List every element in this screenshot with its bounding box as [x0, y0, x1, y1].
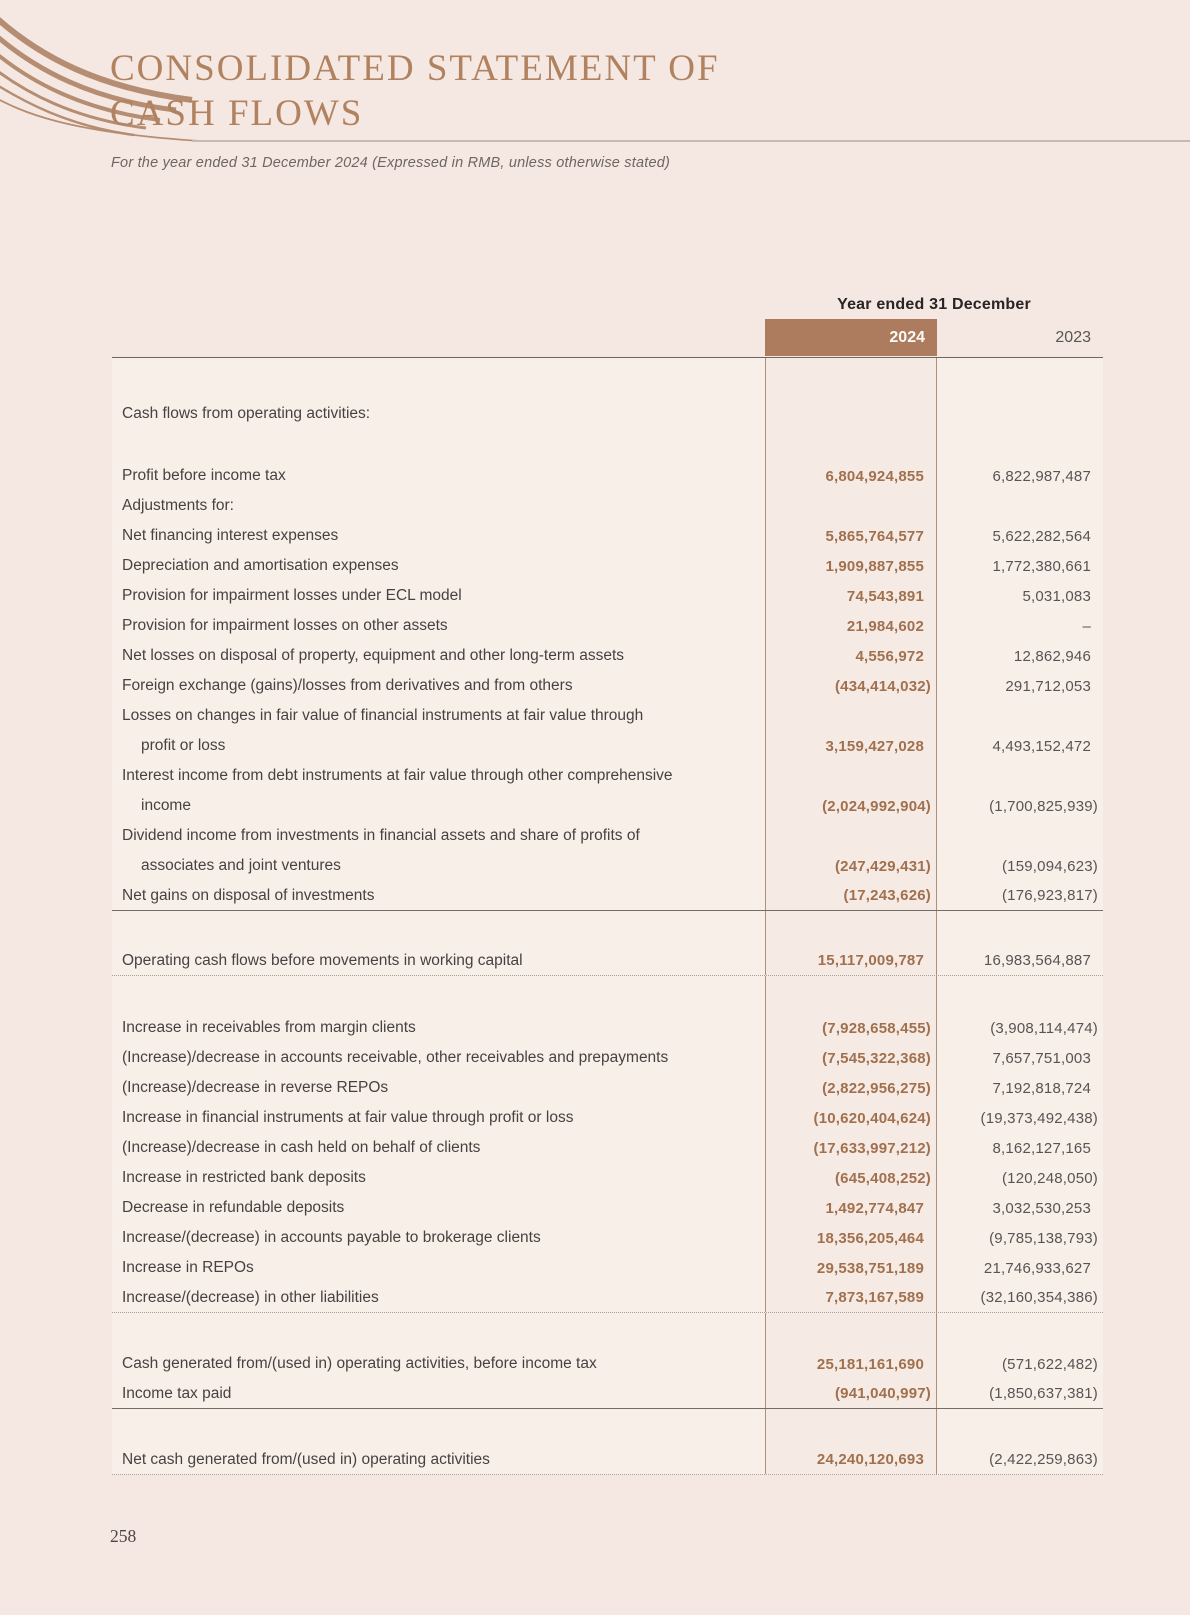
- amount-text: (7,928,658,455): [822, 1019, 931, 1037]
- amount-text: 7,657,751,003: [992, 1049, 1091, 1067]
- amount-text: 12,862,946: [1013, 647, 1091, 665]
- row-value-2023: [937, 791, 1103, 821]
- row-value-2023: [937, 881, 1103, 910]
- amount-text: (120,248,050): [1001, 1169, 1098, 1187]
- row-value-2023: [937, 1133, 1103, 1163]
- row-value-2024: [765, 1193, 937, 1223]
- row-label: Decrease in refundable deposits: [122, 1199, 345, 1216]
- table-row: [112, 399, 1103, 429]
- row-value-2024: [765, 1133, 937, 1163]
- row-label: Increase/(decrease) in accounts payable to brokerage clients: [122, 1229, 541, 1246]
- row-value-2023: [937, 1013, 1103, 1043]
- row-label: (Increase)/decrease in cash held on behalf of clients: [122, 1139, 481, 1156]
- row-value-2023: [937, 581, 1103, 611]
- amount-text: 1,492,774,847: [825, 1199, 924, 1217]
- row-value-2024: [765, 1223, 937, 1253]
- amount-text: 291,712,053: [1005, 677, 1091, 695]
- row-label: profit or loss: [141, 737, 226, 754]
- row-value-2023: [937, 611, 1103, 641]
- row-value-2023: [937, 399, 1103, 429]
- row-value-2024: [765, 358, 937, 399]
- table-spacer-row: [112, 911, 1103, 946]
- row-label: Adjustments for:: [122, 497, 234, 514]
- row-label: Dividend income from investments in financial assets and share of profits of: [122, 827, 640, 844]
- row-value-2023: [937, 551, 1103, 581]
- row-value-2023: [937, 491, 1103, 521]
- table-row: [112, 1445, 1103, 1475]
- row-value-2023: [937, 1283, 1103, 1312]
- row-value-2023: [937, 976, 1103, 1013]
- table-row: [112, 1013, 1103, 1043]
- table-row: [112, 821, 1103, 851]
- amount-text: (2,024,992,904): [822, 797, 931, 815]
- table-spacer-row: [112, 1409, 1103, 1445]
- period-header: Year ended 31 December: [837, 296, 1031, 313]
- row-value-2024: [765, 791, 937, 821]
- row-value-2024: [765, 1253, 937, 1283]
- row-label: Foreign exchange (gains)/losses from derivatives and from others: [122, 677, 573, 694]
- table-row: [112, 671, 1103, 701]
- amount-text: 5,865,764,577: [825, 527, 924, 545]
- table-spacer-row: [112, 429, 1103, 461]
- amount-text: 3,032,530,253: [992, 1199, 1091, 1217]
- row-label: Losses on changes in fair value of financial instruments at fair value through: [122, 707, 644, 724]
- table-row: [112, 551, 1103, 581]
- row-value-2023: [937, 761, 1103, 791]
- row-label: Increase in receivables from margin clients: [122, 1019, 416, 1036]
- table-row: [112, 851, 1103, 881]
- row-label: Net losses on disposal of property, equipment and other long-term assets: [122, 647, 625, 664]
- row-value-2023: [937, 1445, 1103, 1474]
- table-spacer-row: [112, 976, 1103, 1013]
- row-value-2024: [765, 851, 937, 881]
- amount-text: (2,822,956,275): [822, 1079, 931, 1097]
- amount-text: 25,181,161,690: [816, 1355, 924, 1373]
- row-value-2024: [765, 641, 937, 671]
- row-value-2024: [765, 521, 937, 551]
- amount-text: 24,240,120,693: [816, 1451, 924, 1468]
- row-value-2023: [937, 641, 1103, 671]
- page-title: [110, 46, 720, 136]
- row-value-2023: [937, 946, 1103, 975]
- table-row: [112, 581, 1103, 611]
- table-row: [112, 521, 1103, 551]
- table-row: [112, 1073, 1103, 1103]
- title-line-1: CONSOLIDATED STATEMENT OF: [110, 48, 720, 89]
- table-row: [112, 1253, 1103, 1283]
- row-value-2023: [937, 429, 1103, 461]
- amount-text: (941,040,997): [834, 1385, 931, 1402]
- row-label: income: [141, 797, 191, 814]
- amount-text: 3,159,427,028: [825, 737, 924, 755]
- amount-text: (3,908,114,474): [990, 1019, 1098, 1037]
- table-row: [112, 791, 1103, 821]
- amount-text: 1,772,380,661: [992, 557, 1091, 575]
- table-row: [112, 761, 1103, 791]
- column-header-spacer: [112, 319, 765, 357]
- row-label: Increase/(decrease) in other liabilities: [122, 1288, 379, 1306]
- row-label: Income tax paid: [122, 1384, 232, 1402]
- row-label: [112, 429, 765, 461]
- row-label: [112, 358, 765, 399]
- amount-text: 15,117,009,787: [817, 952, 924, 969]
- amount-text: (434,414,032): [834, 677, 931, 695]
- table-row: [112, 611, 1103, 641]
- row-label: Interest income from debt instruments at fair value through other comprehensive: [122, 767, 673, 784]
- column-header-row: [112, 319, 1103, 357]
- title-line-2: CASH FLOWS: [110, 93, 364, 134]
- row-value-2024: [765, 1073, 937, 1103]
- amount-text: 16,983,564,887: [983, 952, 1091, 969]
- row-value-2023: [937, 461, 1103, 491]
- row-value-2023: [937, 821, 1103, 851]
- row-label: associates and joint ventures: [141, 857, 341, 874]
- amount-text: –: [1082, 617, 1091, 635]
- amount-text: (17,633,997,212): [813, 1139, 931, 1157]
- row-value-2024: [765, 821, 937, 851]
- table-body: [112, 357, 1103, 1475]
- table-spacer-row: [112, 358, 1103, 399]
- amount-text: 1,909,887,855: [825, 557, 924, 575]
- table-row: [112, 731, 1103, 761]
- amount-text: (571,622,482): [1001, 1355, 1098, 1373]
- row-value-2023: [937, 1313, 1103, 1349]
- row-label: (Increase)/decrease in accounts receivable, other receivables and prepayments: [122, 1049, 669, 1066]
- amount-text: 6,804,924,855: [825, 467, 924, 485]
- amount-text: 21,746,933,627: [983, 1259, 1091, 1277]
- amount-text: (159,094,623): [1001, 857, 1098, 875]
- table-row: [112, 1193, 1103, 1223]
- column-header-2023: 2023: [1055, 328, 1091, 346]
- row-value-2024: [765, 429, 937, 461]
- amount-text: 4,493,152,472: [992, 737, 1091, 755]
- table-row: [112, 1103, 1103, 1133]
- amount-text: 21,984,602: [846, 617, 924, 635]
- table-row: [112, 1133, 1103, 1163]
- row-value-2024: [765, 1013, 937, 1043]
- row-value-2023: [937, 1253, 1103, 1283]
- row-value-2024: [765, 881, 937, 910]
- amount-text: 29,538,751,189: [816, 1259, 924, 1277]
- amount-text: (247,429,431): [834, 857, 931, 875]
- table-row: [112, 461, 1103, 491]
- amount-text: (645,408,252): [834, 1169, 931, 1187]
- table-row: [112, 1379, 1103, 1409]
- row-label: Cash flows from operating activities:: [122, 405, 371, 422]
- table-row: [112, 881, 1103, 911]
- row-value-2024: [765, 976, 937, 1013]
- row-label: (Increase)/decrease in reverse REPOs: [122, 1079, 389, 1096]
- row-value-2023: [937, 1163, 1103, 1193]
- row-value-2023: [937, 1349, 1103, 1379]
- amount-text: 8,162,127,165: [992, 1139, 1091, 1157]
- row-value-2024: [765, 1283, 937, 1312]
- table-row: [112, 491, 1103, 521]
- row-value-2024: [765, 701, 937, 731]
- amount-text: 4,556,972: [855, 647, 924, 665]
- table-row: [112, 1223, 1103, 1253]
- amount-text: (9,785,138,793): [989, 1229, 1098, 1247]
- amount-text: (10,620,404,624): [813, 1109, 931, 1127]
- row-value-2023: [937, 521, 1103, 551]
- row-label: [112, 1313, 765, 1349]
- table-row: [112, 641, 1103, 671]
- amount-text: 5,031,083: [1022, 587, 1091, 605]
- row-value-2024: [765, 1409, 937, 1445]
- row-value-2024: [765, 581, 937, 611]
- row-value-2023: [937, 731, 1103, 761]
- row-value-2024: [765, 1379, 937, 1408]
- row-value-2023: [937, 911, 1103, 946]
- amount-text: 7,192,818,724: [992, 1079, 1091, 1097]
- row-value-2024: [765, 1313, 937, 1349]
- row-value-2024: [765, 1349, 937, 1379]
- amount-text: (1,850,637,381): [989, 1385, 1098, 1402]
- page-number: 258: [110, 1526, 137, 1546]
- row-value-2024: [765, 491, 937, 521]
- row-value-2023: [937, 701, 1103, 731]
- row-value-2024: [765, 461, 937, 491]
- row-label: Increase in financial instruments at fair value through profit or loss: [122, 1109, 574, 1126]
- row-label: Net gains on disposal of investments: [122, 886, 375, 904]
- row-value-2023: [937, 1223, 1103, 1253]
- page-subtitle: For the year ended 31 December 2024 (Expressed in RMB, unless otherwise stated): [111, 155, 671, 171]
- amount-text: 18,356,205,464: [816, 1229, 924, 1247]
- row-label: Increase in restricted bank deposits: [122, 1169, 366, 1186]
- row-value-2023: [937, 1103, 1103, 1133]
- table-row: [112, 1163, 1103, 1193]
- row-label: Net financing interest expenses: [122, 527, 339, 544]
- row-value-2023: [937, 1379, 1103, 1408]
- column-header-2024: 2024: [765, 319, 937, 356]
- amount-text: (2,422,259,863): [989, 1451, 1098, 1468]
- row-label: Increase in REPOs: [122, 1259, 254, 1276]
- amount-text: (7,545,322,368): [822, 1049, 931, 1067]
- row-label: Profit before income tax: [122, 467, 286, 484]
- amount-text: 74,543,891: [846, 587, 924, 605]
- row-value-2023: [937, 851, 1103, 881]
- row-label: Provision for impairment losses on other assets: [122, 617, 448, 634]
- row-label: Cash generated from/(used in) operating activities, before income tax: [122, 1355, 597, 1372]
- row-label: Operating cash flows before movements in working capital: [122, 951, 523, 969]
- amount-text: (19,373,492,438): [980, 1109, 1098, 1127]
- row-value-2024: [765, 671, 937, 701]
- row-value-2024: [765, 731, 937, 761]
- row-label: Depreciation and amortisation expenses: [122, 557, 399, 574]
- row-value-2024: [765, 911, 937, 946]
- table-row: [112, 1043, 1103, 1073]
- row-value-2024: [765, 1103, 937, 1133]
- row-value-2024: [765, 1163, 937, 1193]
- table-spacer-row: [112, 1313, 1103, 1349]
- row-label: [112, 911, 765, 946]
- row-value-2023: [937, 671, 1103, 701]
- amount-text: 6,822,987,487: [992, 467, 1091, 485]
- amount-text: 5,622,282,564: [992, 527, 1091, 545]
- amount-text: 7,873,167,589: [825, 1289, 924, 1306]
- row-value-2024: [765, 946, 937, 975]
- row-value-2024: [765, 761, 937, 791]
- amount-text: (176,923,817): [1001, 887, 1098, 904]
- row-value-2024: [765, 1445, 937, 1474]
- row-label: Net cash generated from/(used in) operating activities: [122, 1450, 490, 1468]
- table-row: [112, 946, 1103, 976]
- row-value-2023: [937, 1043, 1103, 1073]
- row-value-2023: [937, 1409, 1103, 1445]
- table-row: [112, 1283, 1103, 1313]
- row-value-2023: [937, 358, 1103, 399]
- row-label: [112, 976, 765, 1013]
- row-value-2024: [765, 399, 937, 429]
- row-value-2023: [937, 1073, 1103, 1103]
- amount-text: (1,700,825,939): [989, 797, 1098, 815]
- table-row: [112, 1349, 1103, 1379]
- row-label: Provision for impairment losses under ECL model: [122, 587, 462, 604]
- row-value-2024: [765, 1043, 937, 1073]
- table-row: [112, 701, 1103, 731]
- amount-text: (32,160,354,386): [980, 1289, 1098, 1306]
- row-value-2024: [765, 611, 937, 641]
- row-value-2023: [937, 1193, 1103, 1223]
- row-label: [112, 1409, 765, 1445]
- header-rule: [192, 140, 1190, 142]
- row-value-2024: [765, 551, 937, 581]
- amount-text: (17,243,626): [843, 887, 931, 904]
